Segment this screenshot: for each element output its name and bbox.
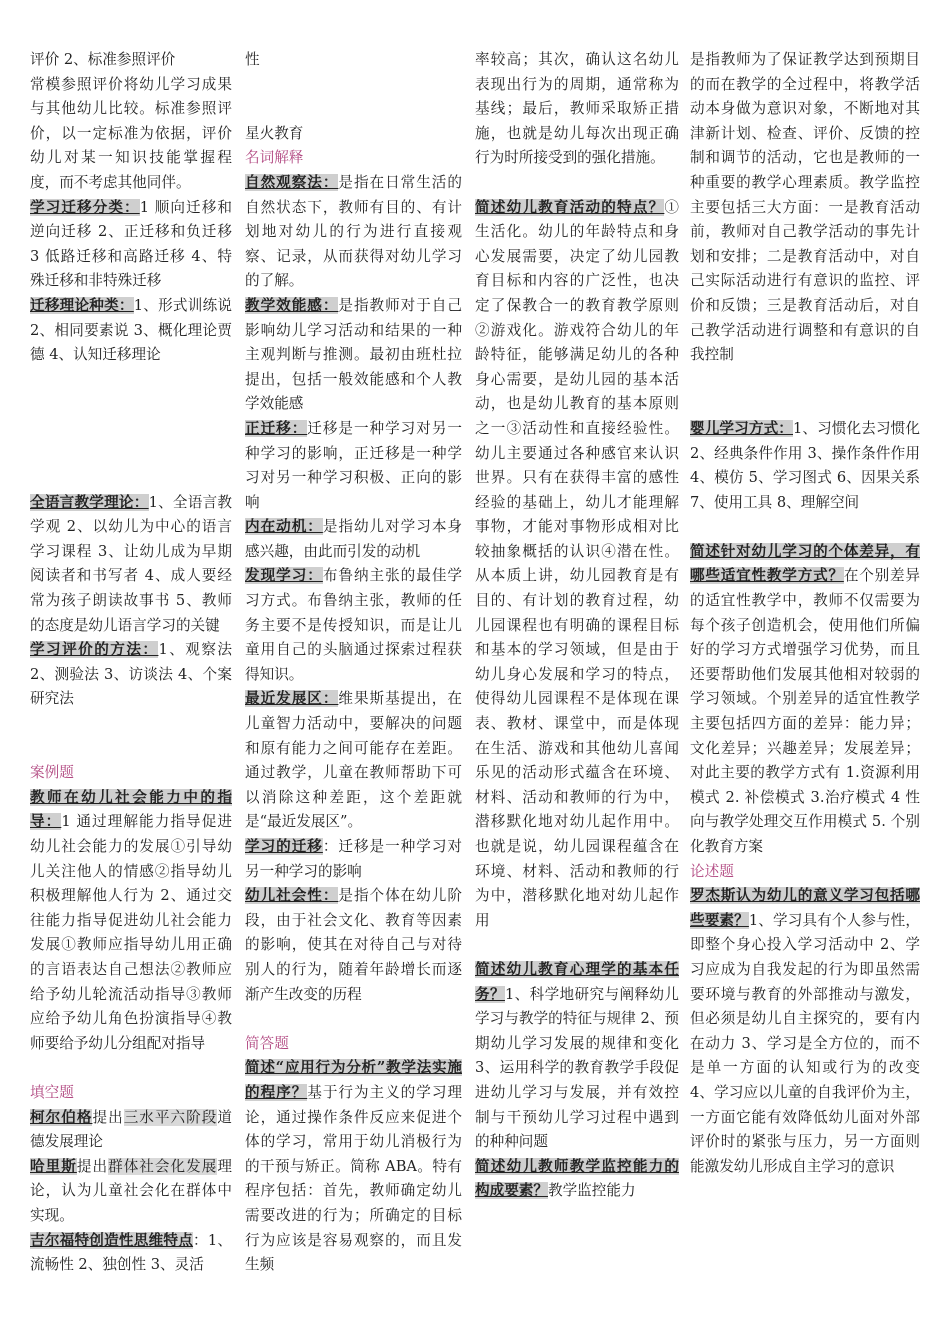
term-text: 是指在日常生活的自然状态下，教师有目的、有计划地对幼儿的行为进行直接观察、记录，从而获得对幼儿学习的了解。 — [245, 173, 462, 290]
term-entry — [690, 417, 920, 515]
term-text: 1 通过理解能力指导促进幼儿社会能力的发展①引导幼儿关注他人的情感②指导幼儿积极理解他人行为 2、通过交往能力指导促进幼儿社会能力发展①教师应指导幼儿用正确的言语表达自己想法②教师应给予幼儿轮流活动指导③教师应给予幼儿角色扮演指导④教师要给予幼儿分组配对指导 — [30, 813, 232, 1052]
term-text: 教学监控能力 — [547, 1182, 636, 1200]
term-text: ：1、流畅性 2、独创性 3、灵活 — [30, 1231, 232, 1274]
term-entry — [245, 171, 462, 294]
highlight-text: 群体社会化发展 — [108, 1157, 218, 1175]
section-heading: 简答题 — [245, 1034, 289, 1052]
term-keyword: 婴儿学习方式： — [690, 419, 793, 437]
term-keyword: 教学效能感： — [245, 296, 339, 314]
term-keyword: 学习的迁移 — [245, 838, 323, 855]
term-keyword: 简述幼儿教师教学监控能力的构成要素？ — [475, 1157, 679, 1200]
term-keyword: 学习评价的方法： — [30, 641, 159, 659]
term-text: 1 顺向迁移和逆向迁移 2、正迁移和负迁移 3 低路迁移和高路迁移 4、特殊迁移和非特殊迁移 — [30, 198, 232, 290]
term-keyword: 罗杰斯认为幼儿的意义学习包括哪些要素？ — [690, 887, 920, 929]
term-keyword: 吉尔福特创造性思维特点 — [30, 1231, 194, 1249]
term-entry — [475, 196, 679, 934]
term-keyword: 柯尔伯格 — [30, 1108, 93, 1126]
term-text: 提出 — [92, 1108, 124, 1126]
term-entry — [30, 491, 232, 639]
term-text: 基于行为主义的学习理论，通过操作条件反应来促进个体的学习，常用于幼儿消极行为的干预与矫正。简称 ABA。特有程序包括：首先，教师确定幼儿需要改进的行为；所确定的目标行为应该是容易观察的，而且发生频 — [245, 1083, 462, 1274]
column-4 — [690, 48, 920, 1179]
term-keyword: 内在动机： — [245, 518, 323, 536]
term-entry — [690, 884, 920, 1179]
term-keyword: 简述针对幼儿学习的个体差异，有哪些适宜性教学方式？ — [690, 542, 920, 585]
paragraph: 是指教师为了保证教学达到预期目的而在教学的全过程中，将教学活动本身做为意识对象，不断地对其津新计划、检查、评价、反馈的控制和调节的活动，它也是教师的一种重要的教学心理素质。教学监控主要包括三大方面：一是教育活动前，教师对自己教学活动的事先计划和安排；二是教育活动中，对自己实际活动进行有意识的监控、评价和反馈；三是教育活动后，对自己教学活动进行调整和有意识的自我控制 — [690, 51, 920, 364]
term-keyword: 教师在幼儿社会能力中的指导： — [30, 788, 232, 831]
term-keyword: 最近发展区： — [245, 690, 339, 708]
paragraph: 评价 2、标准参照评价 — [30, 51, 176, 68]
term-keyword: 简述幼儿教育心理学的基本任务？ — [475, 960, 679, 1003]
term-text: ①生活化。幼儿的年龄特点和身心发展需要，决定了幼儿园教育目标和内容的广泛性，也决定了保教合一的教育教学原则②游戏化。游戏符合幼儿的年龄特征，能够满足幼儿的各种身心需要，是幼儿园的基本活动，也是幼儿教育的基本原则之一③活动性和直接经验性。幼儿主要通过各种感官来认识世界。只有在获得丰富的感性经验的基础上，幼儿才能理解事物，才能对事物形成相对比较抽象概括的认识④潜在性。从本质上讲，幼儿园教育是有目的、有计划的教育过程，幼儿园课程也有明确的课程目标和基本的学习领域，但是由于幼儿身心发展和学习的特点，使得幼儿园课程不是体现在课表、教材、课堂中，而是体现在生活、游戏和其他幼儿喜闻乐见的活动形式蕴含在环境、材料、活动和教师的行为中，潜移默化地对幼儿起作用中。也就是说，幼儿园课程蕴含在环境、材料、活动和教师的行为中，潜移默化地对幼儿起作用 — [475, 198, 679, 929]
term-entry — [245, 294, 462, 417]
term-entry — [30, 638, 232, 712]
term-entry — [30, 1155, 232, 1229]
term-keyword: 自然观察法： — [245, 173, 339, 191]
term-text: 迁移是一种学习对另一种学习的影响，正迁移是一种学习对另一种学习积极、正向的影响 — [245, 419, 462, 511]
term-entry — [245, 417, 462, 515]
term-text: 1、形式训练说 2、相同要素说 3、概化理论贾德 4、认知迁移理论 — [30, 296, 232, 364]
term-entry — [30, 786, 232, 1057]
term-entry — [245, 564, 462, 687]
term-entry — [30, 196, 232, 294]
term-entry — [245, 515, 462, 564]
term-entry — [30, 1106, 232, 1155]
term-text: 是指教师对于自己影响幼儿学习活动和结果的一种主观判断与推测。最初由班杜拉提出，包括一般效能感和个人教学效能感 — [245, 296, 462, 413]
term-keyword: 哈里斯 — [30, 1157, 77, 1175]
term-entry — [245, 687, 462, 835]
term-entry — [245, 884, 462, 1007]
term-text: 1、学习具有个人参与性，即整个身心投入学习活动中 2、学习应成为自我发起的行为即虽然需要环境与教育的外部推动与激发，但必须是幼儿自主探究的，要有内在动力 3、学习是全方位的，而不是单一方面的认知或行为的改变 4、学习应以儿童的自我评价为主，一方面它能有效降低幼儿面对外部评价时的紧张与压力，另一方面则能激发幼儿形成自主学习的意识 — [690, 911, 920, 1175]
section-heading: 填空题 — [30, 1083, 74, 1101]
paragraph: 常模参照评价将幼儿学习成果与其他幼儿比较。标准参照评价，以一定标准为依据，评价幼儿对某一知识技能掌握程度，而不考虑其他同伴。 — [30, 75, 232, 191]
term-text: 在个别差异的适宜性教学中，教师不仅需要为每个孩子创造机会，使用他们所偏好的学习方式增强学习优势，而且还要帮助他们发展其他相对较弱的学习领域。个别差异的适宜性教学主要包括四方面的差异：能力异；文化差异；兴趣差异；发展差异；对此主要的教学方式有 1.资源利用模式 2. 补偿模式 3.治疗模式 4 性向与教学处理交互作用模式 5. 个别化教育方案 — [690, 567, 920, 855]
term-text: 维果斯基提出，在儿童智力活动中，要解决的问题和原有能力之间可能存在差距。通过教学，儿童在教师帮助下可以消除这种差距，这个差距就是“最近发展区”。 — [245, 690, 462, 831]
term-text: 1、观察法 2、测验法 3、访谈法 4、个案研究法 — [30, 641, 232, 708]
term-text: 1、全语言教学观 2、以幼儿为中心的语言学习课程 3、让幼儿成为早期阅读者和书写者 4、成人要经常为孩子朗读故事书 5、教师的态度是幼儿语言学习的关键 — [30, 493, 232, 634]
term-keyword: 简述“应用行为分析”教学法实施的程序？ — [245, 1059, 462, 1101]
column-2 — [245, 48, 462, 1278]
term-keyword: 正迁移： — [245, 419, 308, 437]
section-heading: 案例题 — [30, 764, 74, 782]
term-entry — [245, 835, 462, 884]
term-keyword: 发现学习： — [245, 567, 323, 585]
term-keyword: 迁移理论种类： — [30, 296, 134, 314]
term-text: 理论，认为儿童社会化在群体中实现。 — [30, 1157, 232, 1224]
term-text: 1、习惯化去习惯化 2、经典条件作用 3、操作条件作用 4、模仿 5、学习图式 6、因果关系 7、使用工具 8、理解空间 — [690, 419, 920, 511]
term-entry — [475, 958, 679, 1155]
term-entry — [690, 540, 920, 860]
section-heading: 论述题 — [690, 862, 734, 880]
brand-text: 星火教育 — [245, 124, 304, 142]
term-text: 布鲁纳主张的最佳学习方式。布鲁纳主张，教师的任务主要不是传授知识，而是让儿童用自己的头脑通过探索过程获得知识。 — [245, 567, 462, 683]
term-text: ：迁移是一种学习对另一种学习的影响 — [245, 838, 462, 880]
term-text: 道德发展理论 — [30, 1108, 232, 1151]
term-entry — [475, 1155, 679, 1204]
highlight-text: 三水平六阶段 — [123, 1108, 218, 1126]
term-keyword: 全语言教学理论： — [30, 493, 149, 511]
term-entry — [30, 1229, 232, 1278]
term-text: 是指幼儿对学习本身感兴趣，由此而引发的动机 — [245, 518, 462, 560]
term-keyword: 学习迁移分类： — [30, 198, 140, 216]
term-text: 提出 — [76, 1157, 109, 1175]
term-entry — [30, 294, 232, 368]
paragraph: 性 — [245, 51, 260, 68]
column-3 — [475, 48, 679, 1204]
paragraph: 率较高；其次，确认这名幼儿表现出行为的周期，通常称为基线；最后，教师采取矫正措施，也就是幼儿每次出现正确行为时所接受到的强化措施。 — [475, 51, 679, 167]
column-1 — [30, 48, 232, 1278]
term-text: 1、科学地研究与阐释幼儿学习与教学的特征与规律 2、预期幼儿学习发展的规律和变化 3、运用科学的教育教学手段促进幼儿学习与发展，并有效控制与干预幼儿学习过程中遇到的种种问题 — [475, 985, 679, 1151]
term-keyword: 简述幼儿教育活动的特点？ — [475, 198, 665, 216]
term-keyword: 幼儿社会性： — [245, 887, 339, 905]
term-entry — [245, 1056, 462, 1277]
term-text: 是指个体在幼儿阶段，由于社会文化、教育等因素的影响，使其在对待自己与对待别人的行为，随着年龄增长而逐渐产生改变的历程 — [245, 887, 462, 1003]
section-heading: 名词解释 — [245, 149, 304, 167]
